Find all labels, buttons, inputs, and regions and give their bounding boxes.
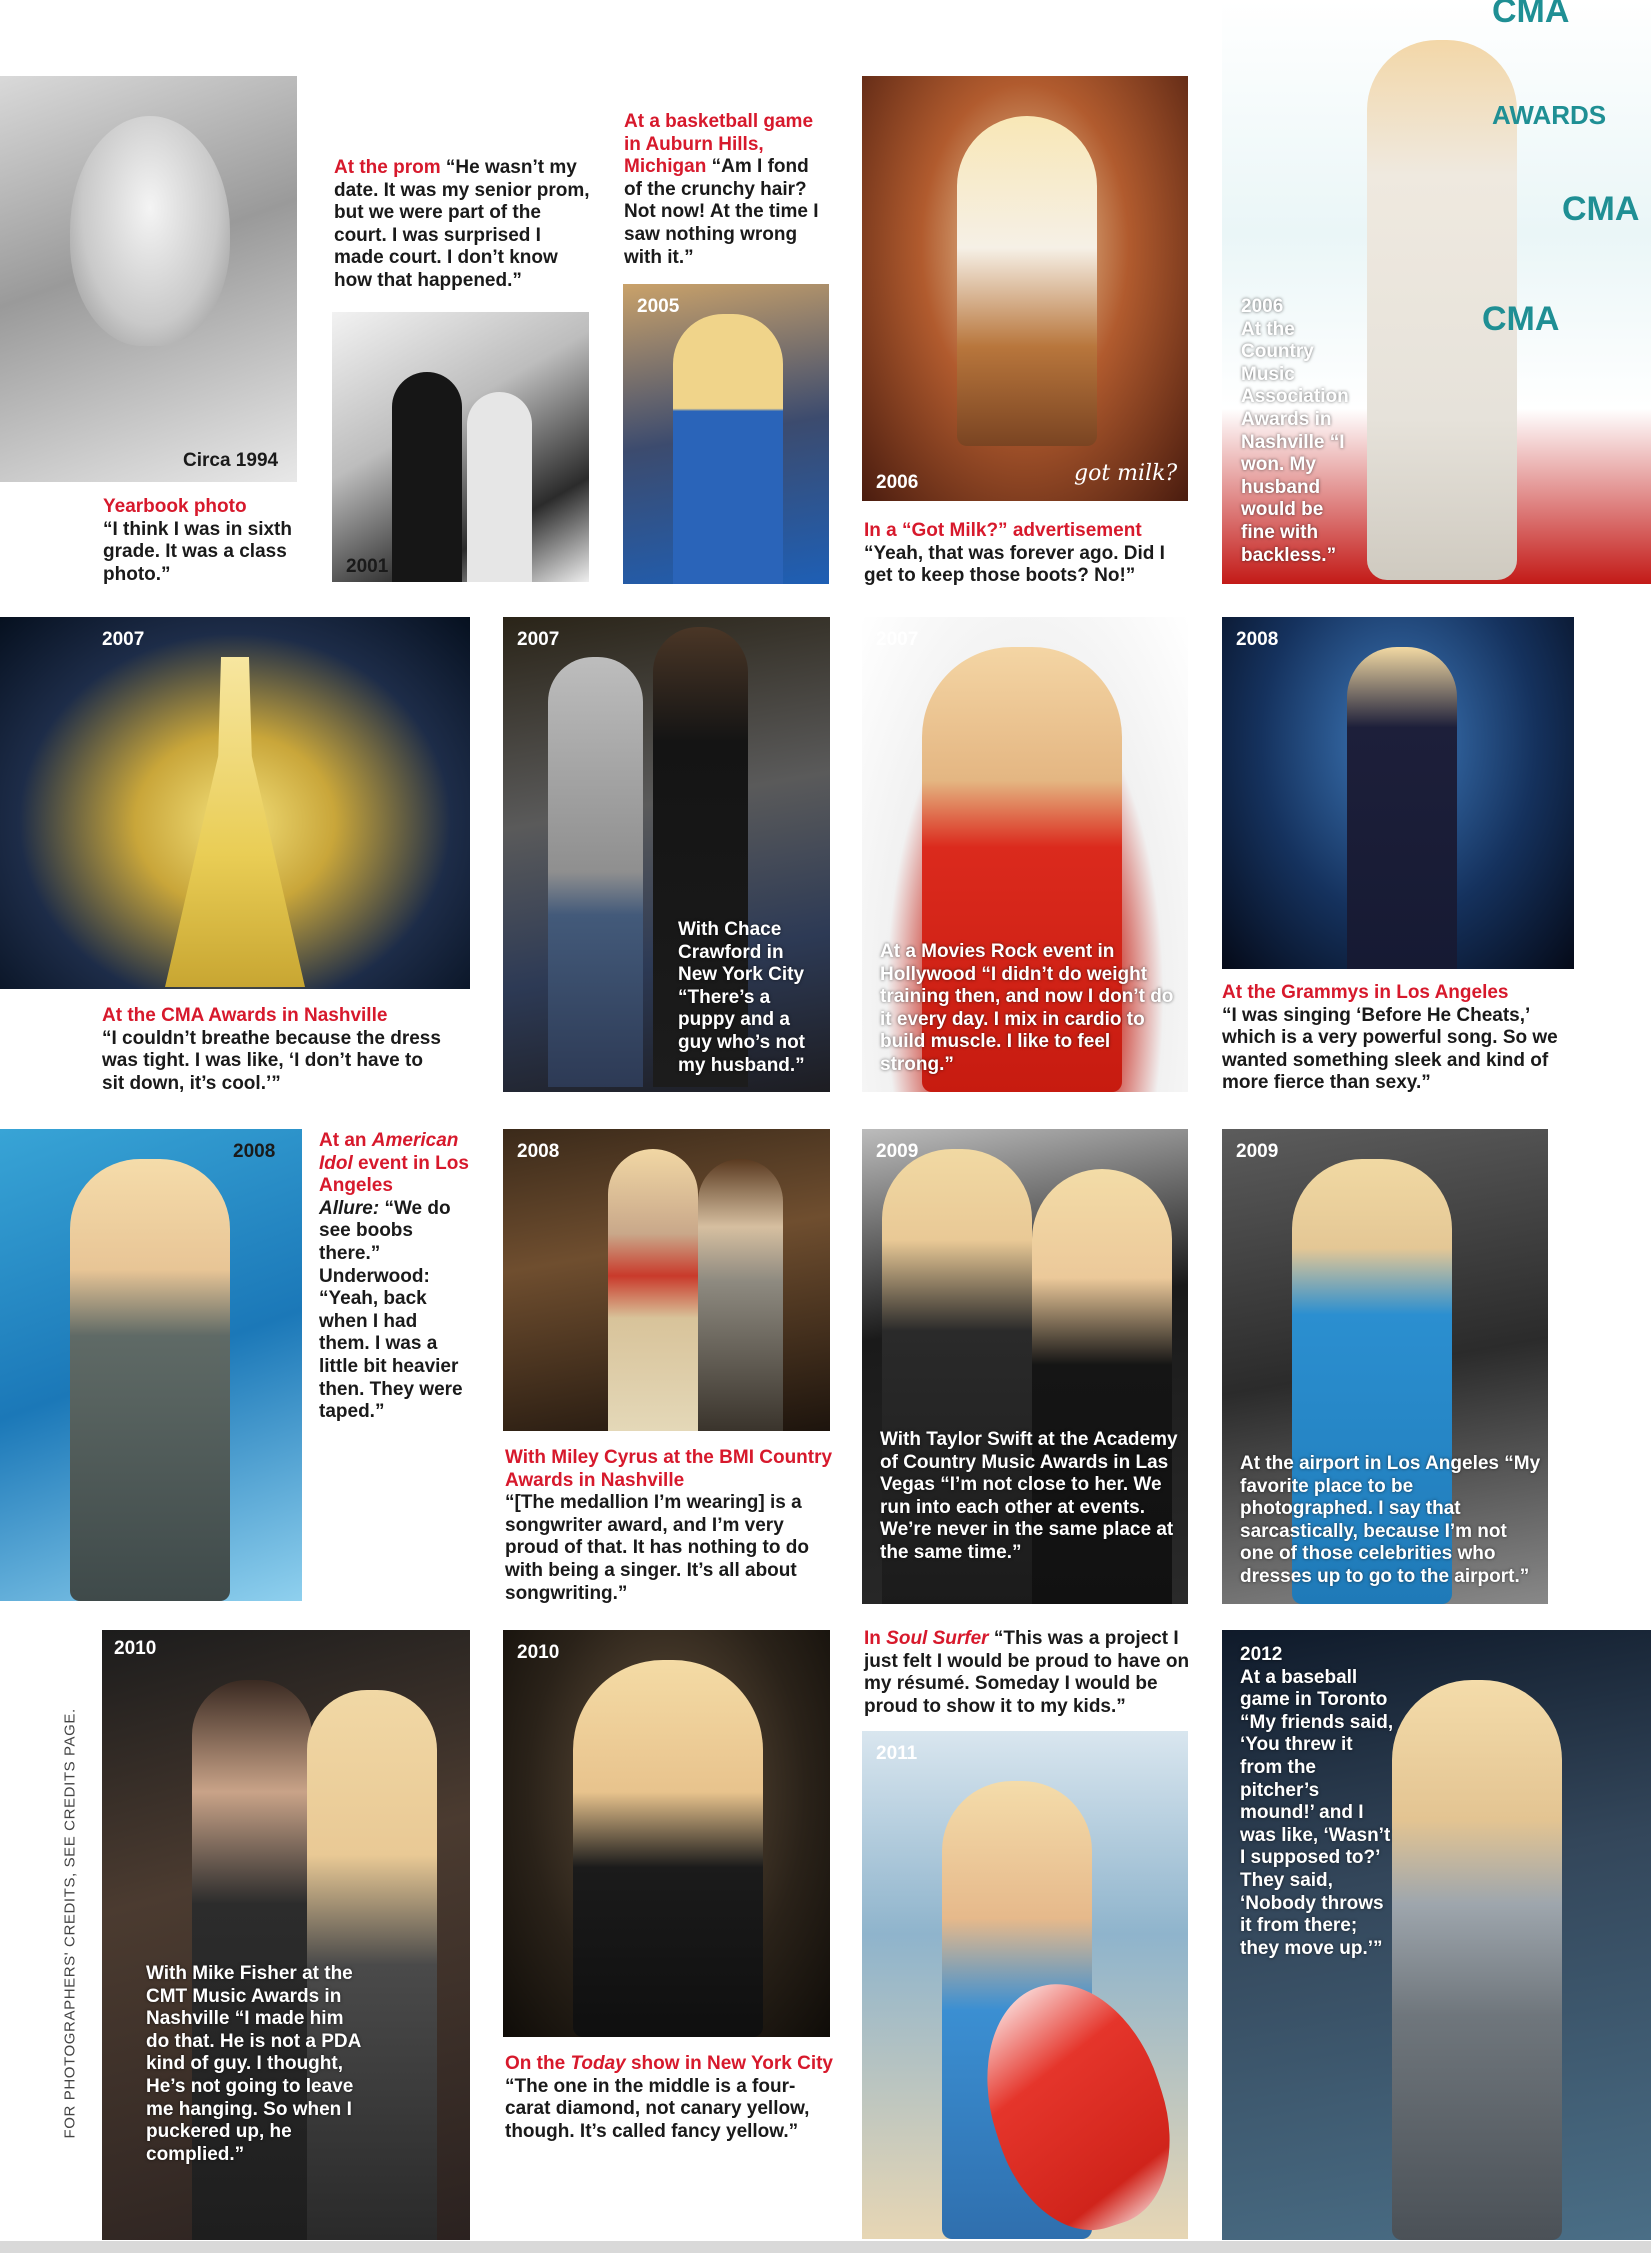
photo-year-label: 2008 xyxy=(233,1141,276,1162)
photo-baseball xyxy=(1222,1630,1651,2240)
photo-basketball xyxy=(623,284,829,584)
caption-soul-surfer xyxy=(864,1628,1194,1718)
caption-head: At a basketball game in Auburn Hills, Michigan xyxy=(624,111,814,178)
basketball-figure xyxy=(673,314,783,584)
caption-text: “This was a project I just felt I would be proud to have on my résumé. Someday I would be proud to show it to my kids.” xyxy=(864,1628,1190,1717)
caption-taylor-swift xyxy=(880,1429,1185,1565)
caption-text: “I couldn’t breathe because the dress was tight. I was like, ‘I don’t have to sit down, it’s cool.’” xyxy=(102,1027,441,1094)
caption-head: In a “Got Milk?” advertisement xyxy=(864,520,1142,541)
photo-miley-cyrus xyxy=(503,1129,830,1431)
pitcher-figure xyxy=(1392,1680,1562,2240)
caption-head-em: Soul Surfer xyxy=(886,1628,989,1649)
caption-text: At the Country Music Association Awards in Nashville “I won. My husband would be fine with backless.” xyxy=(1241,318,1349,566)
photo-cma-2006 xyxy=(1222,0,1651,584)
photo-credits-note: FOR PHOTOGRAPHERS' CREDITS, SEE CREDITS PAGE. xyxy=(61,1708,79,2139)
caption-text: “I think I was in sixth grade. It was a class photo.” xyxy=(103,518,292,585)
gown-figure xyxy=(165,657,305,987)
caption-got-milk xyxy=(864,520,1194,588)
caption-text: “Yeah, that was forever ago. Did I get to keep those boots? No!” xyxy=(864,542,1165,587)
caption-text: “We do see boobs there.” Underwood: “Yeah, back when I had them. I was a little bit heavier then. They were taped.” xyxy=(319,1197,463,1423)
photo-year-label: 2007 xyxy=(517,629,560,650)
caption-text: “[The medallion I’m wearing] is a songwriter award, and I’m very proud of that. It has nothing to do with being a singer. It’s all about songwriting.” xyxy=(505,1492,809,1604)
prom-figure-2 xyxy=(467,392,532,582)
caption-head xyxy=(319,1130,469,1196)
prom-figure xyxy=(392,372,462,582)
caption-head: At the prom xyxy=(334,157,441,178)
photo-year-label: 2007 xyxy=(102,629,145,650)
caption-text: At the airport in Los Angeles “My favorite place to be photographed. I say that sarcastically, because I’m not one of those celebrities who dresses up to go to the airport.” xyxy=(1240,1453,1541,1587)
caption-prom xyxy=(334,157,594,293)
miley-figure-2 xyxy=(698,1159,783,1431)
photo-soul-surfer xyxy=(862,1731,1188,2239)
caption-head xyxy=(864,1628,989,1649)
caption-chace-crawford xyxy=(678,919,823,1077)
caption-mike-fisher xyxy=(146,1963,366,2166)
photo-year-label: 2007 xyxy=(876,629,919,650)
photo-year-label: 2008 xyxy=(1236,629,1279,650)
caption-head-part: On the xyxy=(505,2053,571,2074)
photo-year-label: 2010 xyxy=(517,1642,560,1663)
milk-figure xyxy=(957,116,1097,446)
caption-text: With Taylor Swift at the Academy of Country Music Awards in Las Vegas “I’m not close to her. We run into each other at events. We’re never in the same place at the same time.” xyxy=(880,1429,1178,1563)
photo-prom xyxy=(332,312,589,582)
caption-head: Yearbook photo xyxy=(103,496,247,517)
cma-logo: CMA xyxy=(1492,0,1570,30)
caption-head: At the Grammys in Los Angeles xyxy=(1222,982,1509,1003)
photo-year-label: 2001 xyxy=(346,556,389,577)
caption-cma-2006 xyxy=(1241,296,1361,567)
caption-text: With Chace Crawford in New York City “There’s a puppy and a guy who’s not my husband.” xyxy=(678,919,806,1076)
caption-text: At a Movies Rock event in Hollywood “I didn’t do weight training then, and now I don’t do it every day. I mix in cardio to build muscle. I like to feel strong.” xyxy=(880,941,1174,1075)
caption-text: With Mike Fisher at the CMT Music Awards in Nashville “I made him do that. He is not a PDA kind of guy. I thought, He’s not going to leave me hanging. So when I puckered up, he complied.” xyxy=(146,1963,361,2165)
caption-text: “He wasn’t my date. It was my senior prom, but we were part of the court. I was surprised I made court. I don’t know how that happened.” xyxy=(334,157,590,291)
caption-text: “I was singing ‘Before He Cheats,’ which is a very powerful song. So we wanted something sleek and kind of more fierce than sexy.” xyxy=(1222,1004,1558,1094)
caption-head-em: Today xyxy=(570,2053,626,2074)
caption-movies-rock xyxy=(880,941,1185,1077)
photo-american-idol xyxy=(0,1129,302,1601)
photo-year-label: 2006 xyxy=(876,472,919,493)
caption-baseball xyxy=(1240,1644,1395,1960)
caption-head-part: show in New York City xyxy=(625,2053,833,2074)
caption-head xyxy=(505,2053,833,2074)
cma-logo: CMA xyxy=(1562,190,1640,228)
caption-today-show xyxy=(505,2053,835,2143)
caption-american-idol xyxy=(319,1130,469,1424)
idol-figure xyxy=(70,1159,230,1601)
caption-basketball xyxy=(624,111,829,269)
walking-figure xyxy=(548,657,643,1087)
photo-year-label: 2009 xyxy=(1236,1141,1279,1162)
photo-yearbook xyxy=(0,76,297,482)
miley-figure xyxy=(608,1149,698,1431)
caption-head-part: In xyxy=(864,1628,887,1649)
photo-year-label: Circa 1994 xyxy=(183,450,279,471)
photo-cma-2007 xyxy=(0,617,470,989)
caption-grammys xyxy=(1222,982,1562,1095)
photo-year-label: 2010 xyxy=(114,1638,157,1659)
photo-movies-rock xyxy=(862,617,1188,1092)
caption-head-part: At an xyxy=(319,1130,372,1151)
caption-text: “Am I fond of the crunchy hair? Not now! At the time I saw nothing wrong with it.” xyxy=(624,156,819,268)
photo-got-milk xyxy=(862,76,1188,501)
photo-taylor-swift xyxy=(862,1129,1188,1604)
cma-awards-logo: AWARDS xyxy=(1492,100,1607,130)
caption-miley-cyrus xyxy=(505,1447,835,1605)
photo-year-label: 2005 xyxy=(637,296,680,317)
caption-airport xyxy=(1240,1453,1545,1589)
photo-year-label: 2008 xyxy=(517,1141,560,1162)
stage-figure xyxy=(1347,647,1457,969)
page-bottom-bar xyxy=(0,2241,1651,2253)
cma-logo: CMA xyxy=(1482,300,1560,338)
photo-chace-crawford xyxy=(503,617,830,1092)
caption-text: “The one in the middle is a four-carat diamond, not canary yellow, though. It’s called fancy yellow.” xyxy=(505,2075,810,2142)
caption-head-em: American Idol xyxy=(319,1130,459,1174)
photo-grammys xyxy=(1222,617,1574,969)
photo-mike-fisher xyxy=(102,1630,470,2240)
caption-head: With Miley Cyrus at the BMI Country Awards in Nashville xyxy=(505,1447,833,1491)
today-figure xyxy=(573,1660,763,2037)
portrait-face xyxy=(70,116,230,346)
caption-text: At a baseball game in Toronto “My friends said, ‘You threw it from the pitcher’s mound!’ and I was like, ‘Wasn’t I supposed to?’ They said, ‘Nobody throws it from there; they move up.’” xyxy=(1240,1666,1394,1959)
photo-today-show xyxy=(503,1630,830,2037)
caption-lead: Allure: xyxy=(319,1197,380,1219)
caption-head: At the CMA Awards in Nashville xyxy=(102,1005,388,1026)
got-milk-logo: got milk? xyxy=(1074,461,1178,486)
photo-year-label: 2011 xyxy=(876,1743,918,1764)
caption-head-part: event in Los Angeles xyxy=(319,1152,469,1197)
photo-year-label: 2009 xyxy=(876,1141,919,1162)
photo-year-label: 2006 xyxy=(1241,296,1284,317)
caption-yearbook xyxy=(103,496,293,586)
caption-cma-2007 xyxy=(102,1005,442,1095)
photo-airport xyxy=(1222,1129,1548,1604)
photo-year-label: 2012 xyxy=(1240,1644,1283,1665)
